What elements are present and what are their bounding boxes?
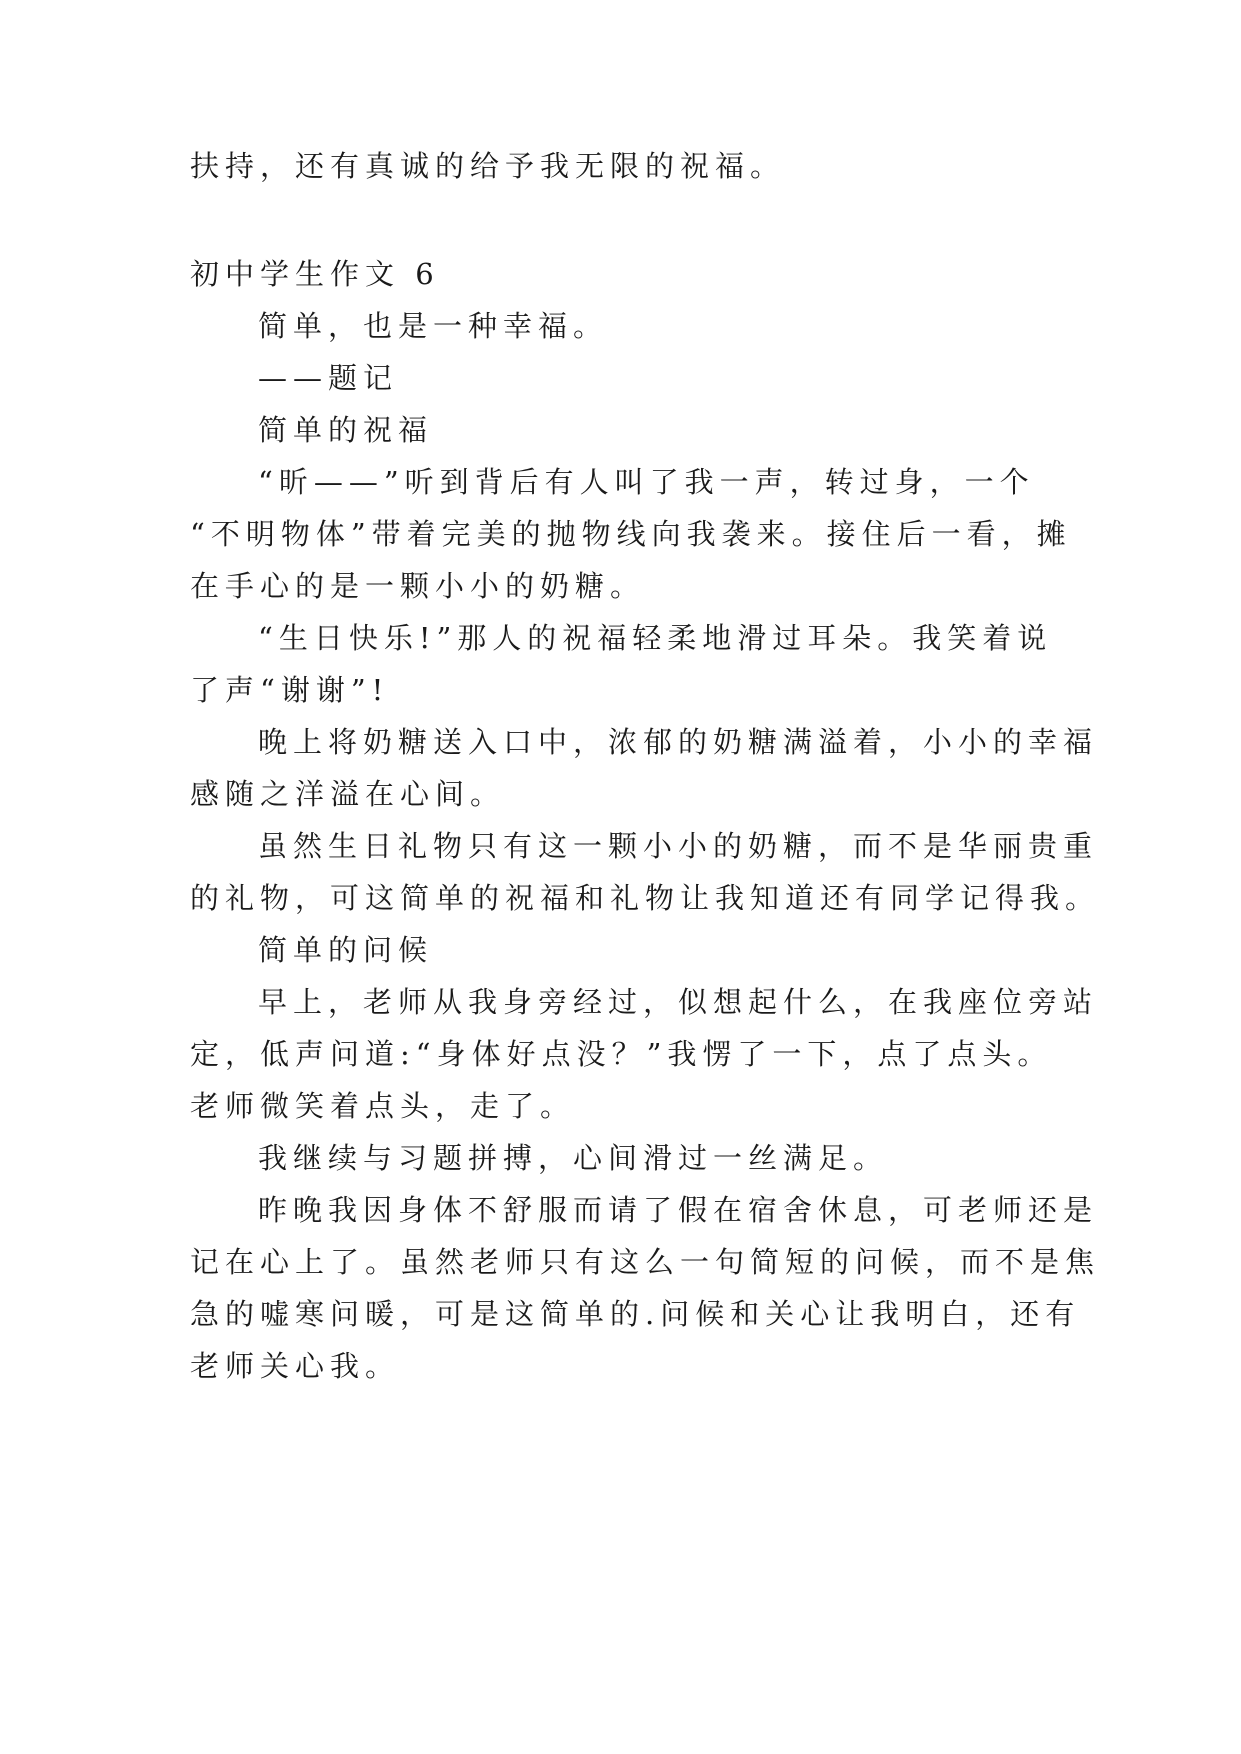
section-title: 初中学生作文 6 (190, 257, 440, 291)
text-line: 了声“谢谢”! (190, 673, 390, 707)
text-line: 老师关心我。 (190, 1349, 401, 1383)
text-line: 扶持，还有真诚的给予我无限的祝福。 (190, 149, 786, 183)
text-line: “生日快乐!”那人的祝福轻柔地滑过耳朵。我笑着说 (258, 621, 1053, 655)
text-line: 晚上将奶糖送入口中，浓郁的奶糖满溢着，小小的幸福 (258, 725, 1099, 759)
text-line: “昕——”听到背后有人叫了我一声，转过身，一个 (258, 465, 1035, 499)
subheading-greeting: 简单的问候 (258, 933, 434, 967)
text-line: 感随之洋溢在心间。 (190, 777, 506, 811)
subheading-blessing: 简单的祝福 (258, 413, 434, 447)
text-line: “不明物体”带着完美的抛物线向我袭来。接住后一看，摊 (190, 517, 1072, 551)
text-line: 昨晚我因身体不舒服而请了假在宿舍休息，可老师还是 (258, 1193, 1099, 1227)
text-line: 在手心的是一颗小小的奶糖。 (190, 569, 646, 603)
text-line: 早上，老师从我身旁经过，似想起什么，在我座位旁站 (258, 985, 1099, 1019)
text-line: 定，低声问道:“身体好点没？”我愣了一下，点了点头。 (190, 1037, 1053, 1071)
text-line: 虽然生日礼物只有这一颗小小的奶糖，而不是华丽贵重 (258, 829, 1099, 863)
text-line: 老师微笑着点头，走了。 (190, 1089, 576, 1123)
epigraph: 简单，也是一种幸福。 (258, 309, 609, 343)
text-line: 记在心上了。虽然老师只有这么一句简短的问候，而不是焦 (190, 1245, 1101, 1279)
epigraph-attribution: ——题记 (258, 361, 399, 395)
text-line: 的礼物，可这简单的祝福和礼物让我知道还有同学记得我。 (190, 881, 1101, 915)
text-line: 急的嘘寒问暖，可是这简单的.问候和关心让我明白，还有 (190, 1297, 1081, 1331)
text-line: 我继续与习题拼搏，心间滑过一丝满足。 (258, 1141, 889, 1175)
